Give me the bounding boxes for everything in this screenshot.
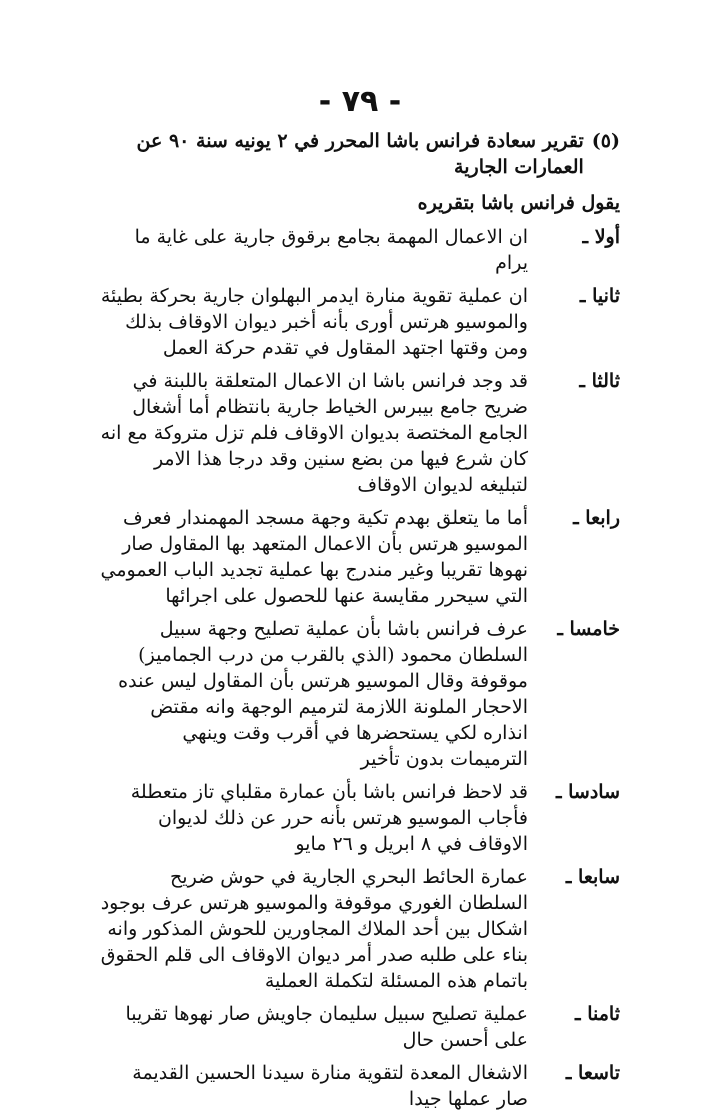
document-body: [100, 128, 620, 1112]
section-heading: [100, 128, 620, 180]
item-label: رابعا ـ: [573, 507, 620, 529]
list-item: [100, 864, 620, 994]
item-label: ثامنا ـ: [575, 1003, 620, 1025]
item-label: ثانيا ـ: [579, 285, 620, 307]
list-item: [100, 1060, 620, 1112]
item-text: عرف فرانس باشا بأن عملية تصليح وجهة سبيل السلطان محمود (الذي بالقرب من درب الجماميز) موقوفة وقال الموسيو هرتس بأن المقاول ليس عنده الاحجار الملونة اللازمة لترميم الوجهة وانه مقتض انذاره لكي يستحضرها في أقرب وقت وينهي الترميمات بدون تأخير: [118, 618, 528, 770]
item-label: أولا ـ: [582, 226, 620, 248]
page-number: - ٧٩ -: [318, 84, 402, 119]
item-text: أما ما يتعلق بهدم تكية وجهة مسجد المهمندار فعرف الموسيو هرتس بأن الاعمال المتعهد بها المقاول صار نهوها تقريبا وغير مندرج بها عملية تجديد الباب العمومي التي سيحرر مقايسة عنها للحصول على اجرائها: [100, 507, 528, 607]
item-text: عمارة الحائط البحري الجارية في حوش ضريح السلطان الغوري موقوفة والموسيو هرتس عرف بوجود اشكال بين أحد الملاك المجاورين للحوش المذكور وانه بناء على طلبه صدر أمر ديوان الاوقاف الى قلم الحقوق باتمام هذه المسئلة لتكملة العملية: [100, 866, 528, 992]
item-label: خامسا ـ: [557, 618, 620, 640]
list-item: [100, 779, 620, 857]
item-text: قد وجد فرانس باشا ان الاعمال المتعلقة باللبنة في ضريح جامع بيبرس الخياط جارية بانتظام أما أشغال الجامع المختصة بديوان الاوقاف فلم تزل متروكة مع انه كان شرع فيها من بضع سنين وقد درجا هذا الامر لتبليغه لديوان الاوقاف: [100, 370, 528, 496]
section-number: (٥): [591, 130, 620, 152]
item-text: عملية تصليح سبيل سليمان جاويش صار نهوها تقريبا على أحسن حال: [125, 1003, 528, 1051]
list-item: [100, 1001, 620, 1053]
item-label: ثالثا ـ: [579, 370, 620, 392]
item-text: الاشغال المعدة لتقوية منارة سيدنا الحسين القديمة صار عملها جيدا: [132, 1062, 528, 1110]
item-label: سابعا ـ: [565, 866, 620, 888]
item-label: سادسا ـ: [555, 781, 620, 803]
section-title: تقرير سعادة فرانس باشا المحرر في ٢ يونيه سنة ٩٠ عن العمارات الجارية: [136, 130, 584, 178]
item-text: قد لاحظ فرانس باشا بأن عمارة مقلباي تاز متعطلة فأجاب الموسيو هرتس بأنه حرر عن ذلك لديوان الاوقاف في ٨ ابريل و ٢٦ مايو: [130, 781, 528, 855]
list-item: [100, 505, 620, 609]
item-text: ان الاعمال المهمة بجامع برقوق جارية على غاية ما يرام: [134, 226, 528, 274]
section-intro: يقول فرانس باشا بتقريره: [417, 192, 620, 214]
list-item: [100, 224, 620, 276]
item-label: تاسعا ـ: [565, 1062, 620, 1084]
list-item: [100, 368, 620, 498]
item-text: ان عملية تقوية منارة ايدمر البهلوان جارية بحركة بطيئة والموسيو هرتس أورى بأنه أخبر ديوان الاوقاف بذلك ومن وقتها اجتهد المقاول في تقدم حركة العمل: [100, 285, 528, 359]
list-item: [100, 616, 620, 772]
list-item: [100, 283, 620, 361]
